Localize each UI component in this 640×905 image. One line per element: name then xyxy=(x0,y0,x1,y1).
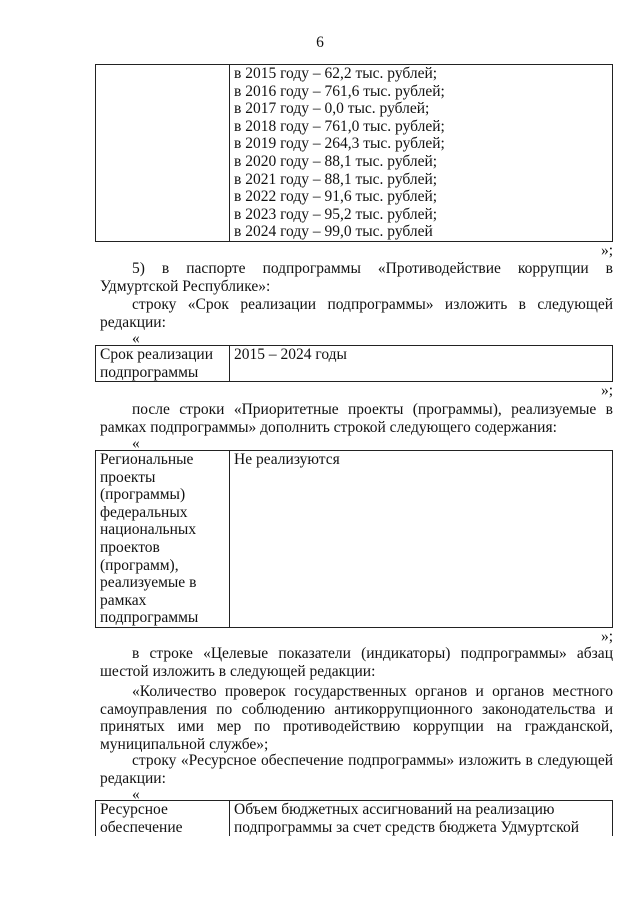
funding-row: в 2016 году – 761,6 тыс. рублей; xyxy=(234,82,445,100)
paragraph-srok-intro: строку «Срок реализации подпрограммы» изложить в следующей редакции: xyxy=(100,296,613,331)
regional-label-line: национальных xyxy=(100,521,197,539)
open-quote: « xyxy=(132,435,140,452)
page-number: 6 xyxy=(316,34,324,51)
regional-projects-table xyxy=(95,450,613,628)
funding-row: в 2018 году – 761,0 тыс. рублей; xyxy=(234,117,445,135)
open-quote: « xyxy=(132,330,140,347)
funding-row: в 2021 году – 88,1 тыс. рублей; xyxy=(234,170,438,188)
funding-row: в 2020 году – 88,1 тыс. рублей; xyxy=(234,152,438,170)
open-quote: « xyxy=(132,786,140,803)
resource-value-cell xyxy=(230,801,613,837)
resource-value-line: Объем бюджетных ассигнований на реализацию xyxy=(234,801,555,818)
srok-value-cell: 2015 – 2024 годы xyxy=(230,346,613,382)
funding-row: в 2019 году – 264,3 тыс. рублей; xyxy=(234,135,445,153)
srok-table xyxy=(95,345,613,382)
close-quote: »; xyxy=(600,382,613,399)
regional-label-line: (программ), xyxy=(100,556,179,574)
funding-row: в 2022 году – 91,6 тыс. рублей; xyxy=(234,188,438,206)
regional-label-line: рамках xyxy=(100,591,147,609)
srok-label-cell xyxy=(96,346,230,382)
paragraph-priority: после строки «Приоритетные проекты (программы), реализуемые в рамках подпрограммы» дополнить строкой следующего содержания: xyxy=(100,401,613,436)
resource-table xyxy=(95,800,613,836)
close-quote: »; xyxy=(600,242,613,259)
resource-value-line: подпрограммы за счет средств бюджета Удмуртской xyxy=(234,818,580,836)
paragraph-item-5: 5) в паспорте подпрограммы «Противодействие коррупции в Удмуртской Республике»: xyxy=(100,260,613,295)
funding-table xyxy=(95,64,613,242)
regional-value-cell: Не реализуются xyxy=(230,451,613,628)
funding-row: в 2023 году – 95,2 тыс. рублей; xyxy=(234,205,438,223)
resource-label-cell xyxy=(96,801,230,837)
regional-label-line: Региональные xyxy=(100,451,194,468)
regional-label-line: проектов xyxy=(100,538,160,556)
regional-label-line: (программы) xyxy=(100,486,186,504)
regional-label-line: подпрограммы xyxy=(100,609,199,627)
srok-label-line: Срок реализации xyxy=(100,346,213,363)
srok-label-line: подпрограммы xyxy=(100,363,199,381)
regional-label-line: проекты xyxy=(100,468,156,486)
paragraph-targets: в строке «Целевые показатели (индикаторы) подпрограммы» абзац шестой изложить в следующей редакции: xyxy=(100,645,613,680)
paragraph-resource-intro: строку «Ресурсное обеспечение подпрограммы» изложить в следующей редакции: xyxy=(100,752,613,787)
regional-label-line: федеральных xyxy=(100,503,188,521)
paragraph-quoted-indicator: «Количество проверок государственных органов и органов местного самоуправления по соблюдению антикоррупционного законодательства и принятых ими мер по противодействию коррупции на гражданской, муниципальной службе»; xyxy=(100,683,613,753)
funding-table-empty-cell xyxy=(96,65,230,242)
close-quote: »; xyxy=(600,628,613,645)
funding-row: в 2017 году – 0,0 тыс. рублей; xyxy=(234,100,430,118)
funding-row: в 2015 году – 62,2 тыс. рублей; xyxy=(234,65,438,82)
regional-label-line: реализуемые в xyxy=(100,574,197,592)
resource-label-line: обеспечение xyxy=(100,818,183,836)
resource-label-line: Ресурсное xyxy=(100,801,168,818)
regional-label-cell xyxy=(96,451,230,628)
funding-row: в 2024 году – 99,0 тыс. рублей xyxy=(234,223,433,241)
funding-table-values-cell xyxy=(230,65,613,242)
